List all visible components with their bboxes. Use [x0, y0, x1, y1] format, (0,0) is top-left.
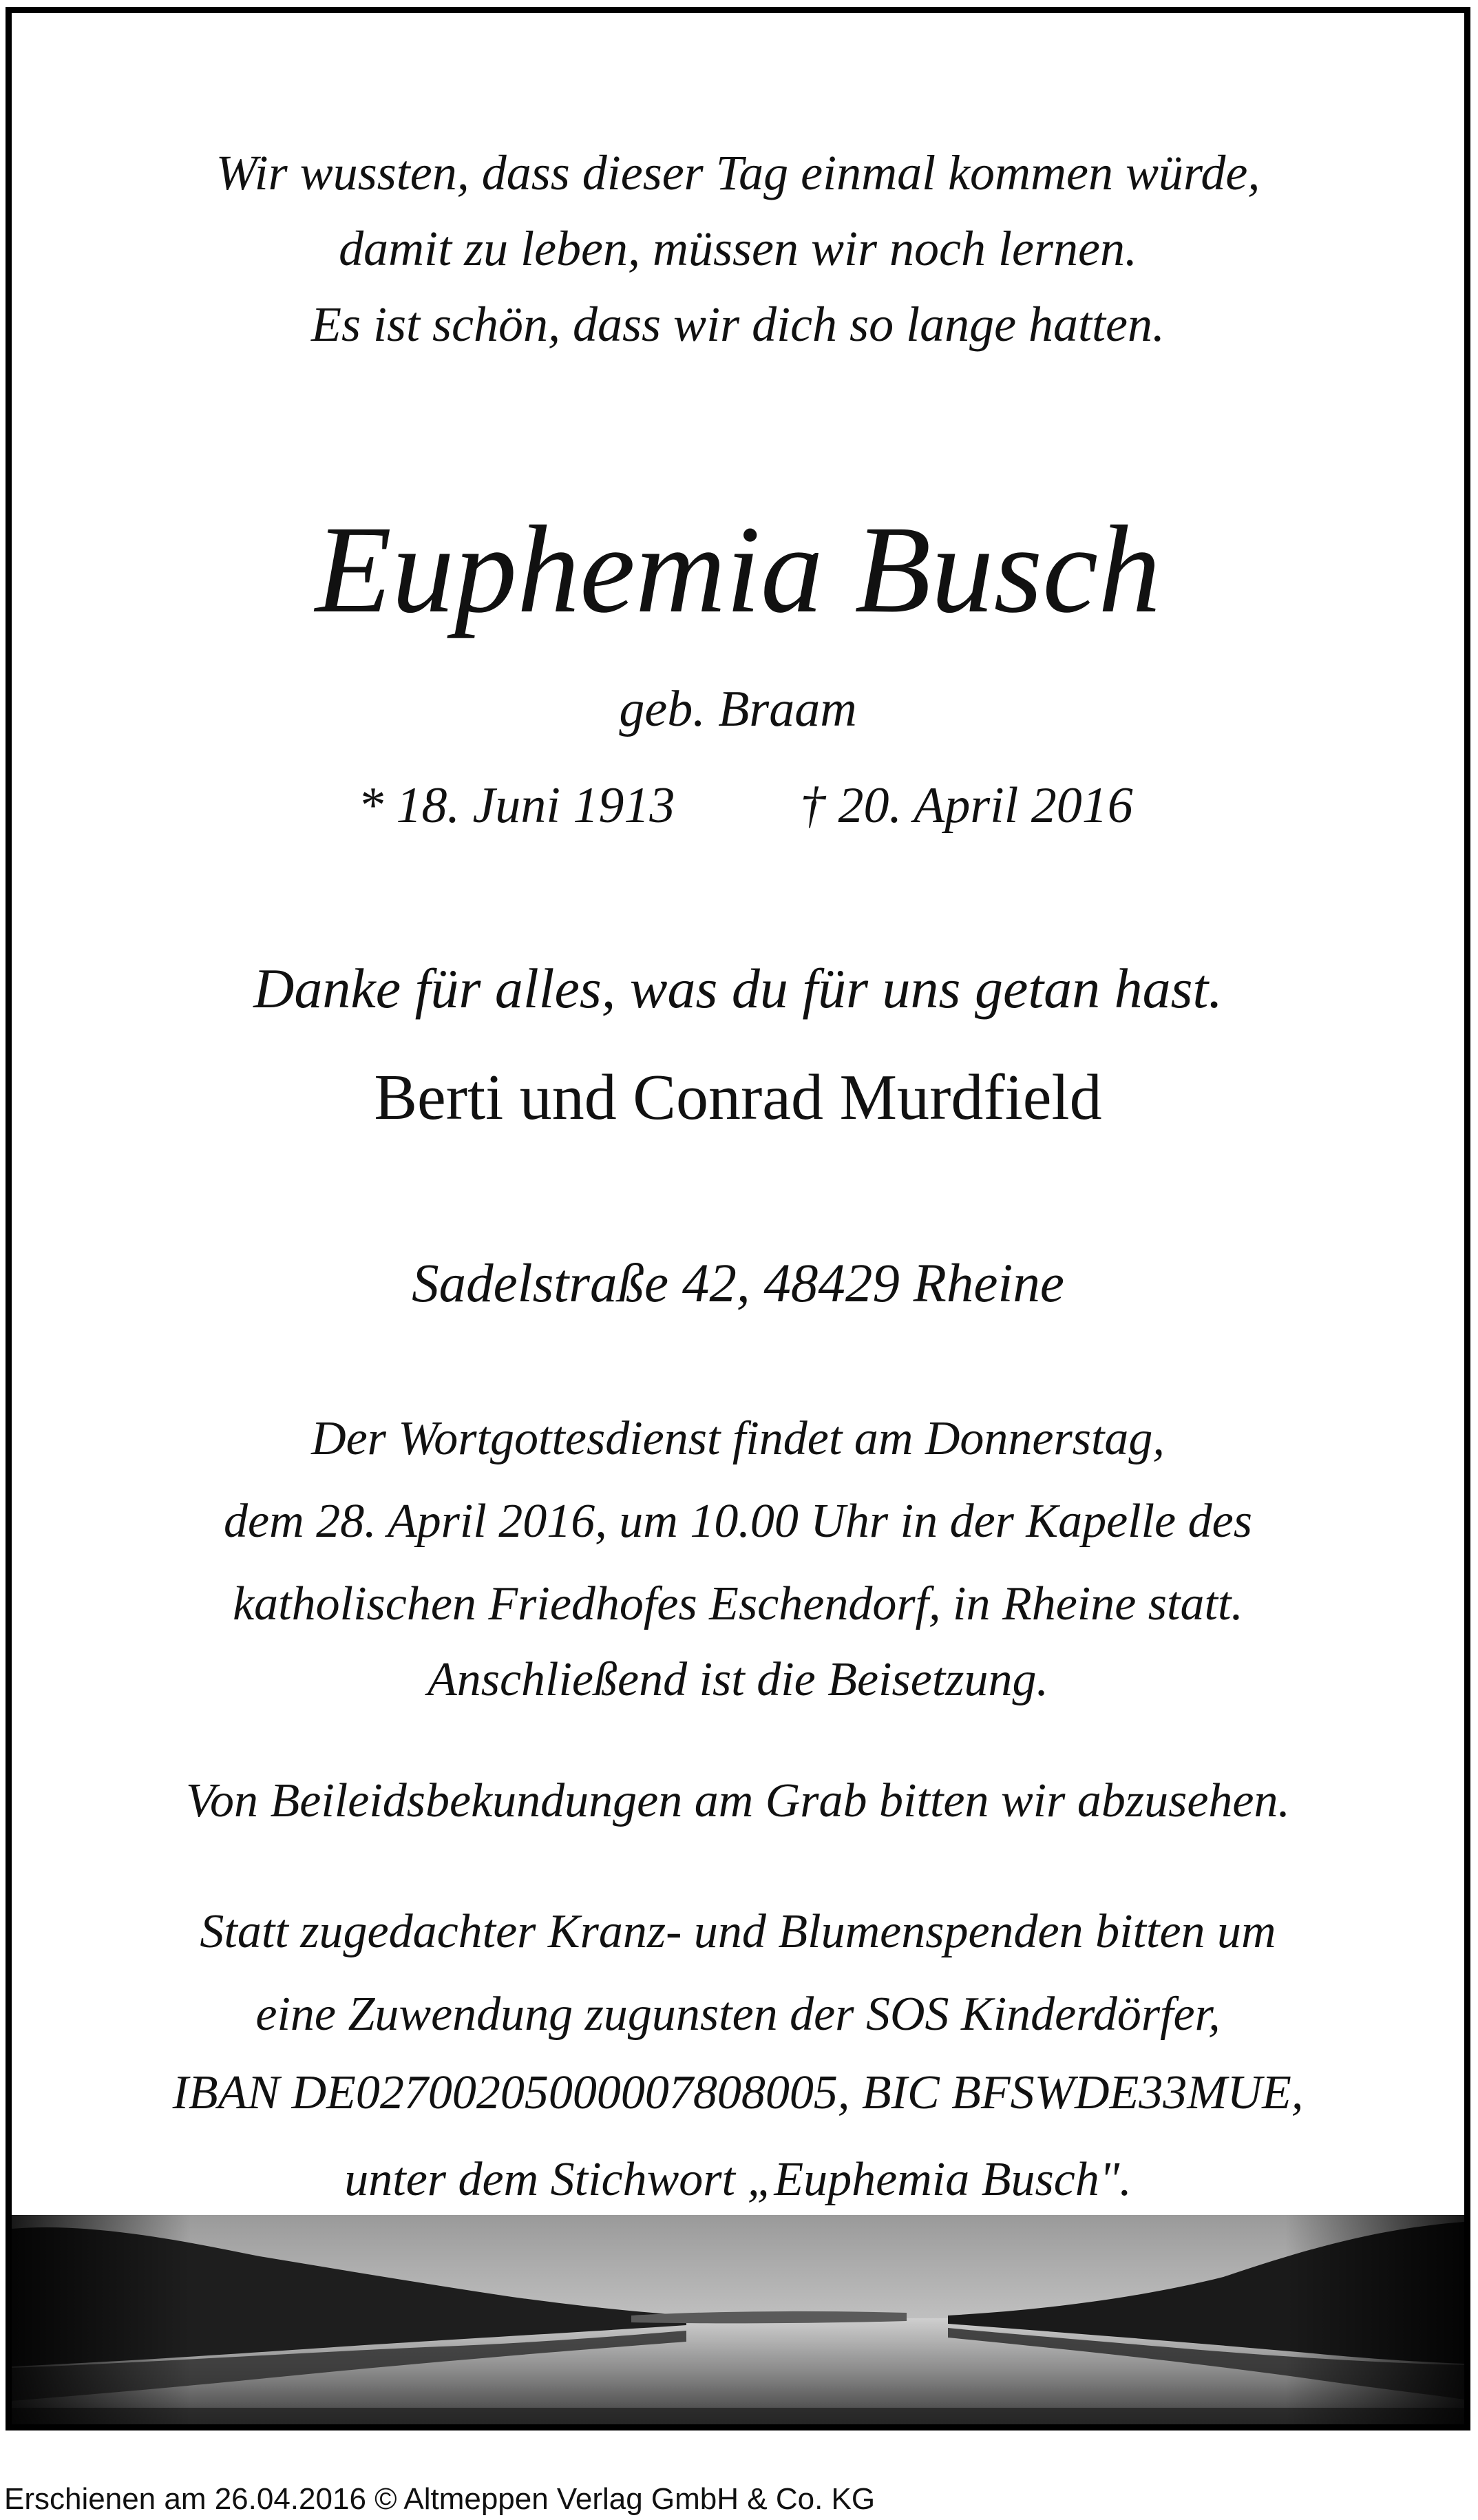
- birth-date: * 18. Juni 1913: [358, 777, 675, 834]
- condolence-note: Von Beileidsbekundungen am Grab bitten wir abzusehen.: [186, 1774, 1290, 1827]
- address: Sadelstraße 42, 48429 Rheine: [412, 1254, 1064, 1314]
- publication-footer: Erschienen am 26.04.2016 © Altmeppen Verlag GmbH & Co. KG: [4, 2482, 876, 2516]
- poem-line-2: damit zu leben, müssen wir noch lernen.: [339, 221, 1137, 276]
- poem-line-1: Wir wussten, dass dieser Tag einmal kommen würde,: [215, 145, 1260, 200]
- service-line-1: Der Wortgottesdienst findet am Donnerstag,: [311, 1412, 1165, 1465]
- deceased-name: Euphemia Busch: [315, 501, 1161, 639]
- thanks-line: Danke für alles, was du für uns getan hast.: [253, 957, 1223, 1020]
- donation-line-1: Statt zugedachter Kranz- und Blumenspenden bitten um: [200, 1905, 1276, 1958]
- death-date: † 20. April 2016: [800, 777, 1133, 834]
- service-line-4: Anschließend ist die Beisetzung.: [427, 1653, 1049, 1706]
- poem-line-3: Es ist schön, dass wir dich so lange hatten.: [311, 297, 1165, 352]
- donation-line-3: IBAN DE02700205000007808005, BIC BFSWDE33MUE,: [172, 2066, 1304, 2119]
- service-line-2: dem 28. April 2016, um 10.00 Uhr in der Kapelle des: [224, 1495, 1252, 1548]
- donation-line-4: unter dem Stichwort „Euphemia Busch".: [344, 2153, 1132, 2206]
- donation-line-2: eine Zuwendung zugunsten der SOS Kinderdörfer,: [255, 1988, 1221, 2041]
- service-line-3: katholischen Friedhofes Eschendorf, in Rheine statt.: [233, 1577, 1243, 1630]
- birth-name: geb. Braam: [619, 681, 857, 737]
- lake-landscape-image: [12, 2215, 1464, 2424]
- signers: Berti und Conrad Murdfield: [374, 1062, 1102, 1133]
- obituary-notice: [6, 7, 1470, 2430]
